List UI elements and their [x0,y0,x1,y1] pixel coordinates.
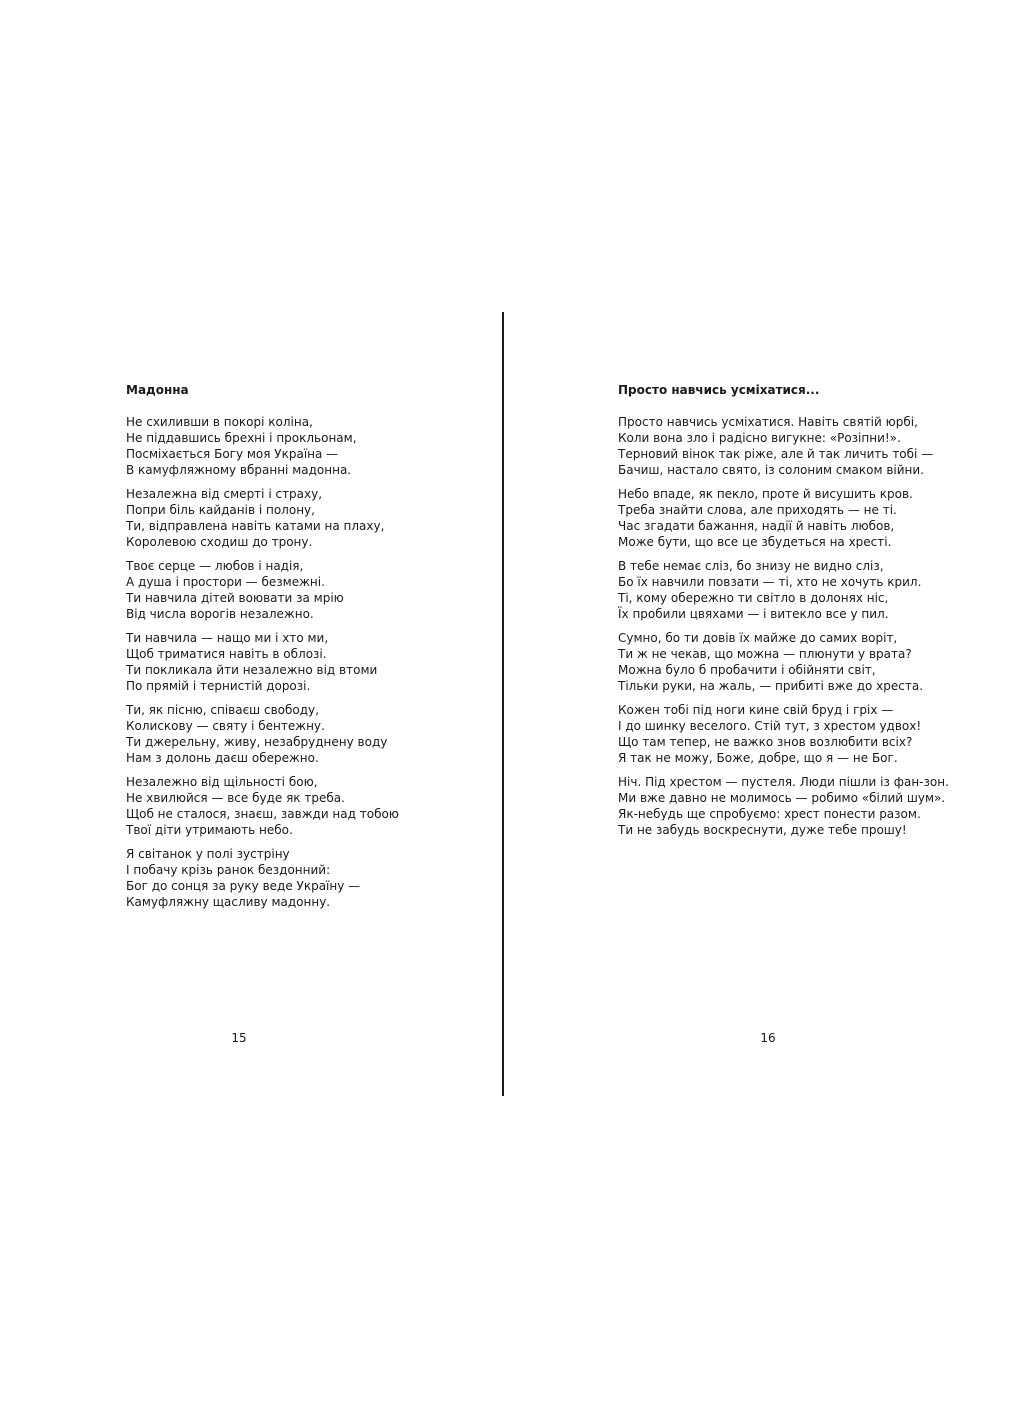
verse-line: Посміхається Богу моя Україна — [126,447,339,461]
poem-title: Мадонна [126,383,189,397]
stanza [126,558,399,622]
verse-line: Їх пробили цвяхами — і витекло все у пил. [618,607,889,621]
stanza [126,630,399,694]
verse-line: Не піддавшись брехні і прокльонам, [126,431,357,445]
verse-line: Твої діти утримають небо. [126,823,293,837]
verse-line: Ми вже давно не молимось — робимо «білий шум». [618,791,946,805]
verse-line: Час згадати бажання, надії й навіть любов, [618,519,895,533]
verse-line: Небо впаде, як пекло, проте й висушить кров. [618,487,913,501]
verse-line: Я світанок у полі зустріну [126,847,290,861]
poem-body [126,414,399,918]
verse-line: Королевою сходиш до трону. [126,535,313,549]
page-number: 16 [760,1031,776,1045]
verse-line: Бо їх навчили повзати — ті, хто не хочуть крил. [618,575,922,589]
verse-line: Ніч. Під хрестом — пустеля. Люди пішли із фан-зон. [618,775,949,789]
stanza [618,414,949,478]
verse-line: Ти, відправлена навіть катами на плаху, [126,519,385,533]
verse-line: Коли вона зло і радісно вигукне: «Розіпни!». [618,431,901,445]
page-number: 15 [231,1031,247,1045]
stanza [618,702,949,766]
verse-line: Кожен тобі під ноги кине свій бруд і гріх — [618,703,894,717]
verse-line: Колискову — святу і бентежну. [126,719,325,733]
poem-body [618,414,949,846]
verse-line: В камуфляжному вбранні мадонна. [126,463,352,477]
verse-line: Ти покликала йти незалежно від втоми [126,663,378,677]
verse-line: Бог до сонця за руку веде Україну — [126,879,361,893]
stanza [618,486,949,550]
verse-line: Попри біль кайданів і полону, [126,503,315,517]
verse-line: Що там тепер, не важко знов возлюбити всіх? [618,735,913,749]
book-spine-divider [502,312,504,1096]
stanza [126,486,399,550]
verse-line: А душа і простори — безмежні. [126,575,325,589]
stanza [126,702,399,766]
verse-line: Нам з долонь даєш обережно. [126,751,319,765]
verse-line: Треба знайти слова, але приходять — не ті. [618,503,897,517]
verse-line: Щоб не сталося, знаєш, завжди над тобою [126,807,399,821]
verse-line: Можна було б пробачити і обійняти світ, [618,663,876,677]
poem-title: Просто навчись усміхатися... [618,383,820,397]
verse-line: Терновий вінок так ріже, але й так личить тобі — [618,447,934,461]
verse-line: Просто навчись усміхатися. Навіть святій юрбі, [618,415,918,429]
verse-line: Твоє серце — любов і надія, [126,559,304,573]
stanza [126,774,399,838]
verse-line: Ти навчила — нащо ми і хто ми, [126,631,329,645]
verse-line: Не схиливши в покорі коліна, [126,415,313,429]
verse-line: Від числа ворогів незалежно. [126,607,314,621]
verse-line: Може бути, що все це збудеться на хресті. [618,535,892,549]
stanza [618,630,949,694]
verse-line: Сумно, бо ти довів їх майже до самих воріт, [618,631,898,645]
verse-line: Ти ж не чекав, що можна — плюнути у врата? [618,647,912,661]
verse-line: Я так не можу, Боже, добре, що я — не Бог. [618,751,898,765]
verse-line: Бачиш, настало свято, із солоним смаком війни. [618,463,925,477]
stanza [618,774,949,838]
verse-line: Тільки руки, на жаль, — прибиті вже до хреста. [618,679,924,693]
verse-line: В тебе немає сліз, бо знизу не видно сліз, [618,559,884,573]
stanza [126,846,399,910]
verse-line: Ти джерельну, живу, незабруднену воду [126,735,388,749]
verse-line: І побачу крізь ранок бездонний: [126,863,331,877]
verse-line: Як-небудь ще спробуємо: хрест понести разом. [618,807,921,821]
stanza [126,414,399,478]
verse-line: І до шинку веселого. Стій тут, з хрестом удвох! [618,719,922,733]
stanza [618,558,949,622]
verse-line: Ти не забудь воскреснути, дуже тебе прошу! [618,823,907,837]
verse-line: Незалежно від щільності бою, [126,775,318,789]
verse-line: Не хвилюйся — все буде як треба. [126,791,345,805]
verse-line: Камуфляжну щасливу мадонну. [126,895,331,909]
verse-line: Ти, як пісню, співаєш свободу, [126,703,319,717]
verse-line: Щоб триматися навіть в облозі. [126,647,327,661]
verse-line: Незалежна від смерті і страху, [126,487,323,501]
verse-line: Ти навчила дітей воювати за мрію [126,591,344,605]
verse-line: По прямій і тернистій дорозі. [126,679,311,693]
verse-line: Ті, кому обережно ти світло в долонях ніс, [618,591,889,605]
